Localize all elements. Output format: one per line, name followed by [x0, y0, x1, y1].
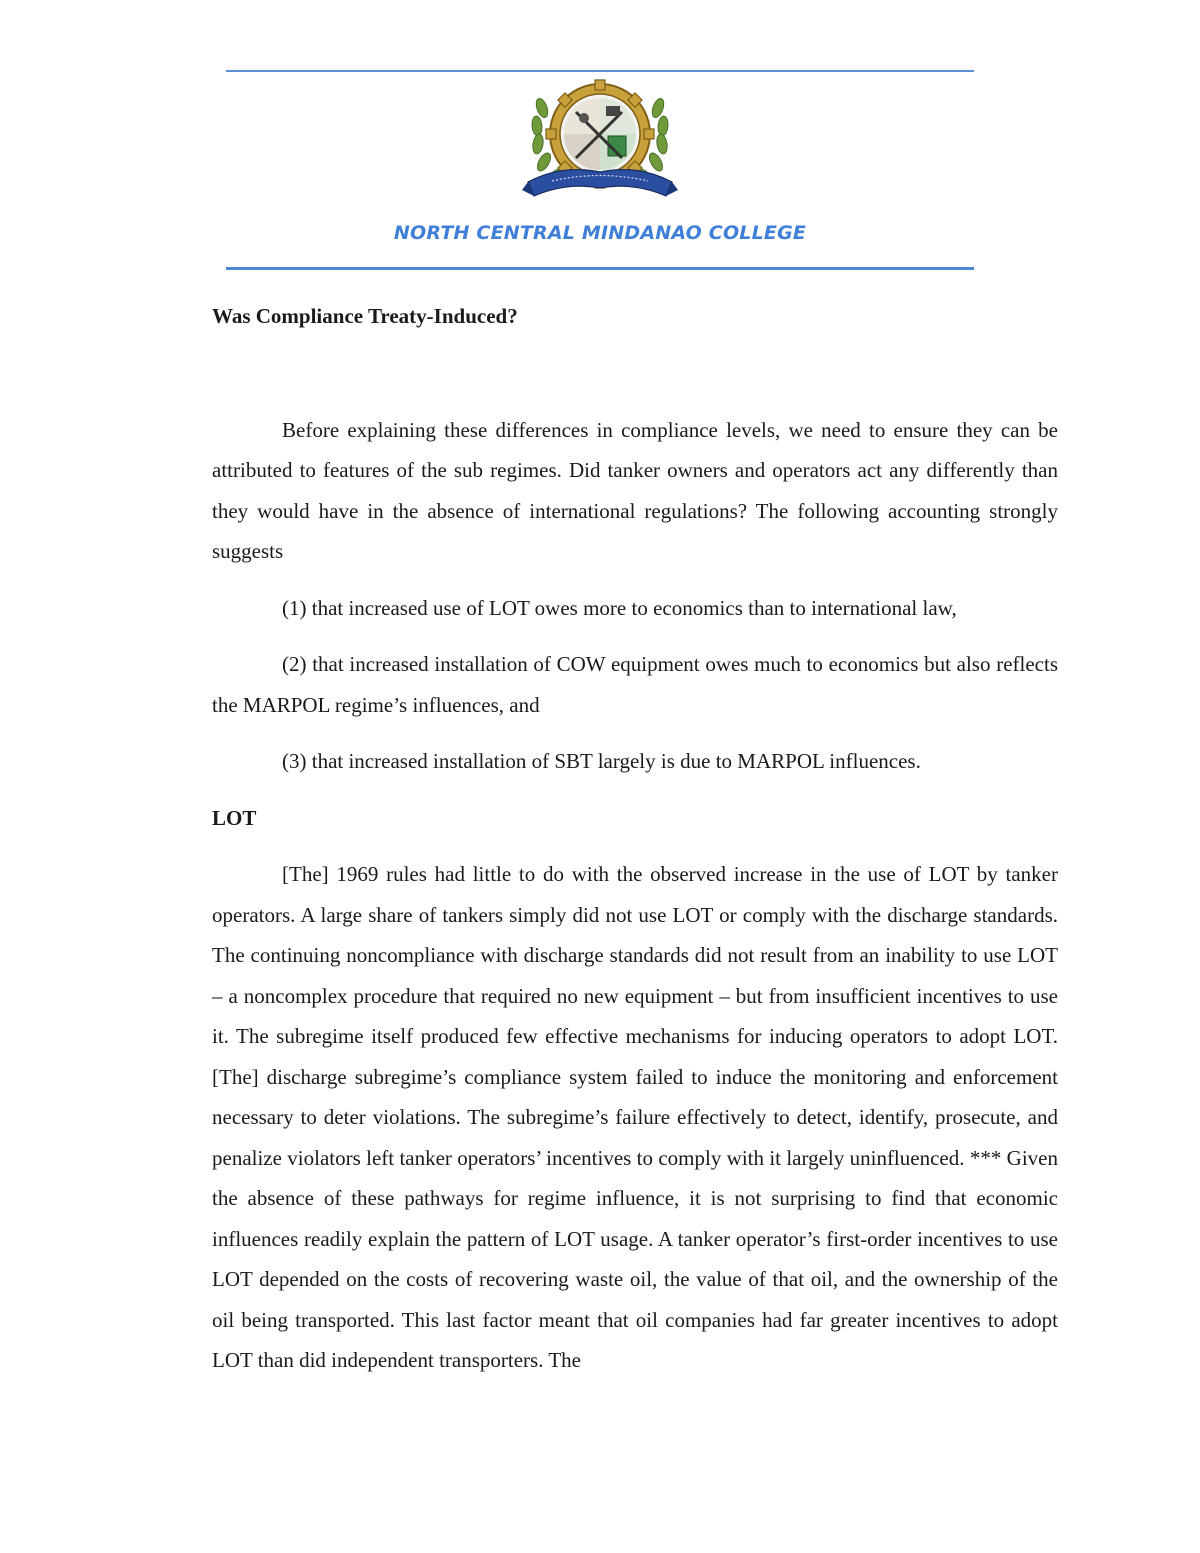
intro-paragraph: Before explaining these differences in compliance levels, we need to ensure they can be attributed to features of the sub regimes. Did tanker owners and operators act any differently than they would have in the absence of international regulations? The following accounting strongly suggests [212, 417, 1058, 563]
point-3-paragraph: (3) that increased installation of SBT largely is due to MARPOL influences. [282, 749, 921, 773]
college-seal-logo [522, 78, 678, 208]
college-name: NORTH CENTRAL MINDANAO COLLEGE [393, 222, 807, 244]
point-2-paragraph: (2) that increased installation of COW equipment owes much to economics but also reflects the MARPOL regime’s influences, and [212, 652, 1058, 717]
document-body [212, 296, 1058, 1381]
header-bottom-rule [226, 267, 974, 270]
header-top-rule [226, 70, 974, 72]
section-heading: LOT [212, 805, 257, 830]
section-body-paragraph: [The] 1969 rules had little to do with the observed increase in the use of LOT by tanker operators. A large share of tankers simply did not use LOT or comply with the discharge standards. The continuing noncompliance with discharge standards did not result from an inability to use LOT – a noncomplex procedure that required no new equipment – but from insufficient incentives to use it. The subregime itself produced few effective mechanisms for inducing operators to adopt LOT. [The] discharge subregime’s compliance system failed to induce the monitoring and enforcement necessary to deter violations. The subregime’s failure effectively to detect, identify, prosecute, and penalize violators left tanker operators’ incentives to comply with it largely uninfluenced. *** Given the absence of these pathways for regime influence, it is not surprising to find that economic influences readily explain the pattern of LOT usage. A tanker operator’s first-order incentives to use LOT depended on the costs of recovering waste oil, the value of that oil, and the ownership of the oil being transported. This last factor meant that oil companies had far greater incentives to adopt LOT than did independent transporters. The [212, 862, 1058, 1372]
document-title: Was Compliance Treaty-Induced? [212, 304, 518, 328]
point-1-paragraph: (1) that increased use of LOT owes more to economics than to international law, [282, 595, 957, 620]
